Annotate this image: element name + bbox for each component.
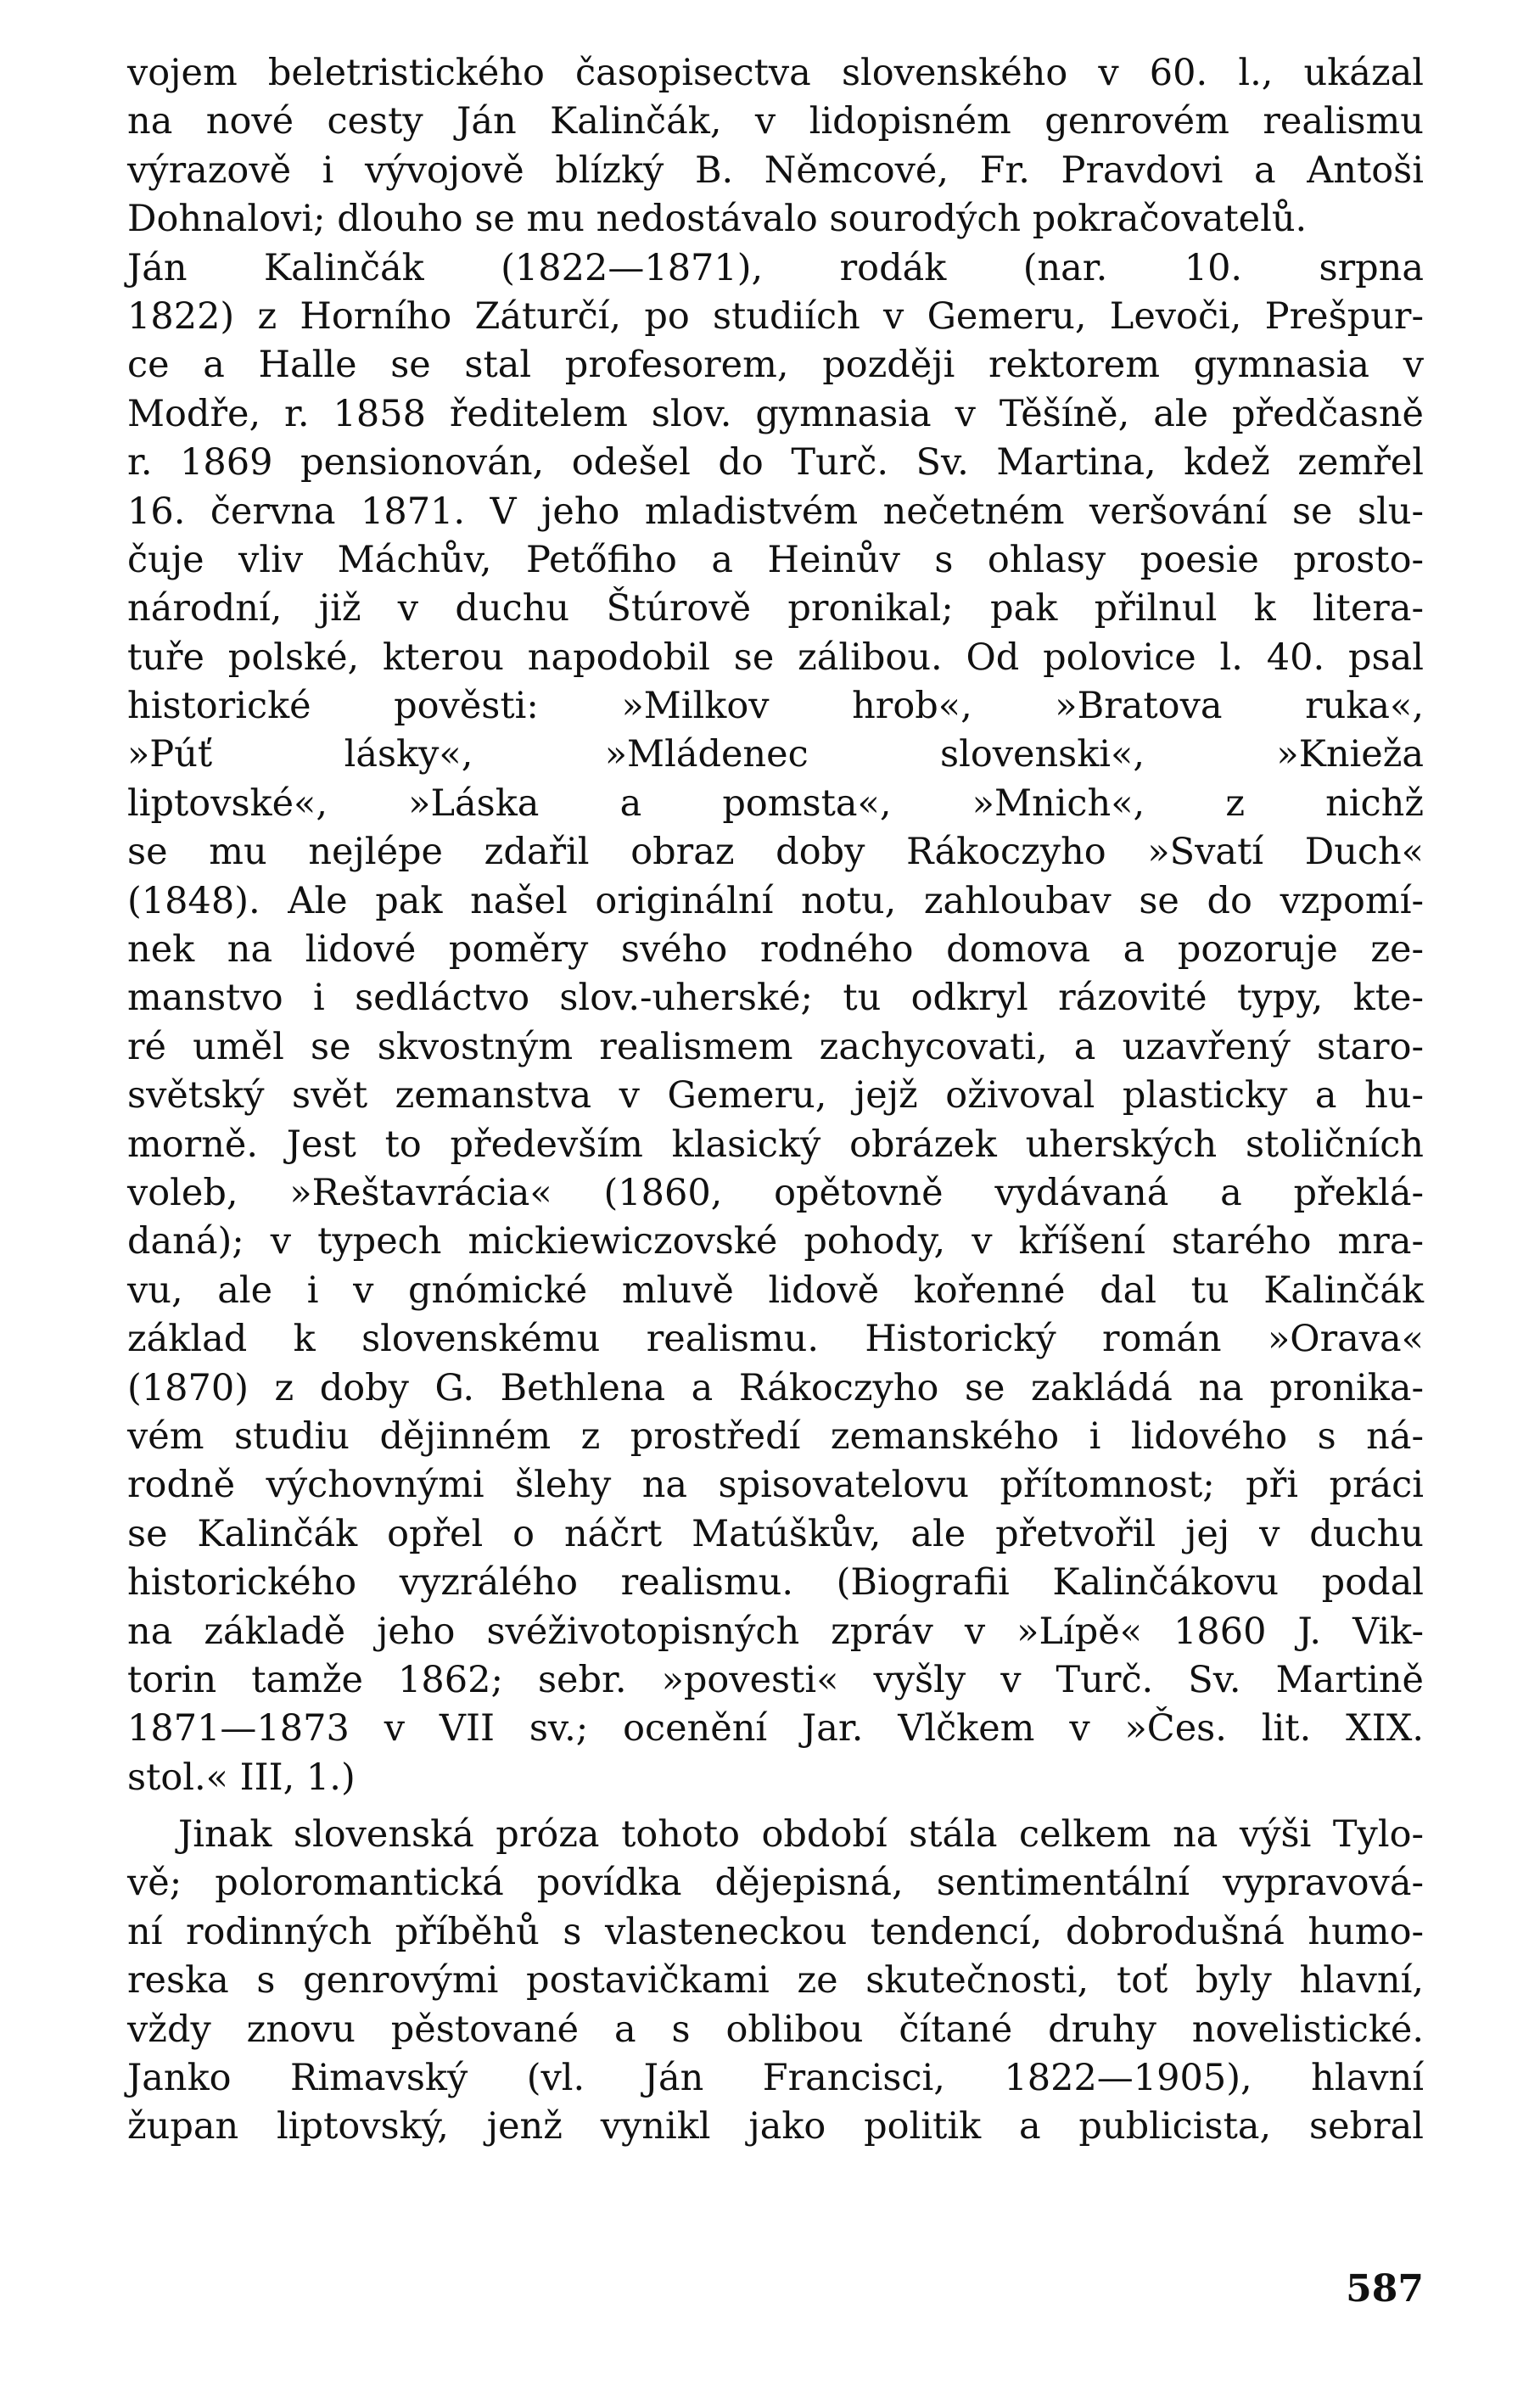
text-line-7: ce a Halle se stal profesorem, později rektorem gymnasia v	[127, 344, 1424, 387]
text-line-27: základ k slovenskému realismu. Historický román »Orava«	[127, 1318, 1424, 1361]
text-line-38: vě; poloromantická povídka dějepisná, sentimentální vypravová-	[127, 1862, 1424, 1905]
text-line-41: vždy znovu pěstované a s oblibou čítané druhy novelistické.	[127, 2008, 1424, 2051]
text-line-36: stol.« III, 1.)	[127, 1756, 356, 1799]
text-line-42: Janko Rimavský (vl. Ján Francisci, 1822—1905), hlavní	[127, 2057, 1424, 2100]
book-page	[127, 49, 1424, 2374]
text-line-40: reska s genrovými postavičkami ze skutečnosti, toť byly hlavní,	[127, 1959, 1424, 2002]
text-line-5: Ján Kalinčák (1822—1871), rodák (nar. 10. srpna	[127, 246, 1424, 289]
text-line-13: tuře polské, kterou napodobil se zálibou. Od polovice l. 40. psal	[127, 636, 1424, 679]
text-line-6: 1822) z Horního Záturčí, po studiích v Gemeru, Levoči, Prešpur-	[127, 294, 1424, 338]
text-line-29: vém studiu dějinném z prostředí zemanského i lidového s ná-	[127, 1414, 1424, 1458]
text-line-37: Jinak slovenská próza tohoto období stála celkem na výši Tylo-	[178, 1813, 1424, 1857]
text-line-9: r. 1869 pensionován, odešel do Turč. Sv. Martina, kdež zemřel	[127, 441, 1424, 485]
text-line-3: výrazově i vývojově blízký B. Němcové, Fr. Pravdovi a Antoši	[127, 148, 1424, 192]
text-line-26: vu, ale i v gnómické mluvě lidově kořenné dal tu Kalinčák	[127, 1269, 1424, 1312]
text-line-25: daná); v typech mickiewiczovské pohody, v kříšení starého mra-	[127, 1220, 1424, 1263]
text-line-33: na základě jeho svéživotopisných zpráv v »Lípě« 1860 J. Vik-	[127, 1610, 1424, 1653]
text-line-24: voleb, »Reštavrácia« (1860, opětovně vydávaná a překlá-	[127, 1171, 1424, 1214]
page-number: 587	[1346, 2267, 1424, 2311]
text-line-18: (1848). Ale pak našel originální notu, zahloubav se do vzpomí-	[127, 879, 1424, 922]
text-line-10: 16. června 1871. V jeho mladistvém nečetném veršování se slu-	[127, 490, 1424, 533]
text-line-1: vojem beletristického časopisectva slovenského v 60. l., ukázal	[127, 52, 1424, 94]
text-line-23: morně. Jest to především klasický obrázek uherských stoličních	[127, 1123, 1424, 1166]
text-line-34: torin tamže 1862; sebr. »povesti« vyšly v Turč. Sv. Martině	[127, 1658, 1424, 1701]
text-line-4: Dohnalovi; dlouho se mu nedostávalo sourodých pokračovatelů.	[127, 198, 1308, 241]
text-line-30: rodně výchovnými šlehy na spisovatelovu přítomnost; při práci	[127, 1464, 1424, 1507]
text-line-22: světský svět zemanstva v Gemeru, jejž oživoval plasticky a hu-	[127, 1074, 1424, 1117]
text-line-35: 1871—1873 v VII sv.; ocenění Jar. Vlčkem v »Čes. lit. XIX.	[127, 1707, 1424, 1750]
text-line-31: se Kalinčák opřel o náčrt Matúškův, ale přetvořil jej v duchu	[127, 1512, 1424, 1555]
text-line-32: historického vyzrálého realismu. (Biografii Kalinčákovu podal	[127, 1561, 1424, 1605]
text-line-12: národní, již v duchu Štúrově pronikal; pak přilnul k litera-	[127, 587, 1424, 630]
text-line-17: se mu nejlépe zdařil obraz doby Rákoczyho »Svatí Duch«	[127, 831, 1424, 874]
text-line-11: čuje vliv Máchův, Petőfiho a Heinův s ohlasy poesie prosto-	[127, 538, 1424, 581]
text-line-43: župan liptovský, jenž vynikl jako politik a publicista, sebral	[127, 2105, 1424, 2148]
text-line-28: (1870) z doby G. Bethlena a Rákoczyho se zakládá na pronika-	[127, 1366, 1424, 1409]
text-line-39: ní rodinných příběhů s vlasteneckou tendencí, dobrodušná humo-	[127, 1910, 1424, 1953]
text-line-8: Modře, r. 1858 ředitelem slov. gymnasia v Těšíně, ale předčasně	[127, 392, 1424, 435]
text-line-20: manstvo i sedláctvo slov.-uherské; tu odkryl rázovité typy, kte-	[127, 977, 1424, 1020]
text-line-15: »Púť lásky«, »Mládenec slovenski«, »Knieža	[127, 733, 1424, 776]
text-line-2: na nové cesty Ján Kalinčák, v lidopisném genrovém realismu	[127, 100, 1424, 143]
text-line-19: nek na lidové poměry svého rodného domova a pozoruje ze-	[127, 928, 1424, 972]
text-line-21: ré uměl se skvostným realismem zachycovati, a uzavřený staro-	[127, 1025, 1424, 1068]
text-line-14: historické pověsti: »Milkov hrob«, »Bratova ruka«,	[127, 685, 1424, 728]
text-line-16: liptovské«, »Láska a pomsta«, »Mnich«, z nichž	[127, 781, 1424, 825]
